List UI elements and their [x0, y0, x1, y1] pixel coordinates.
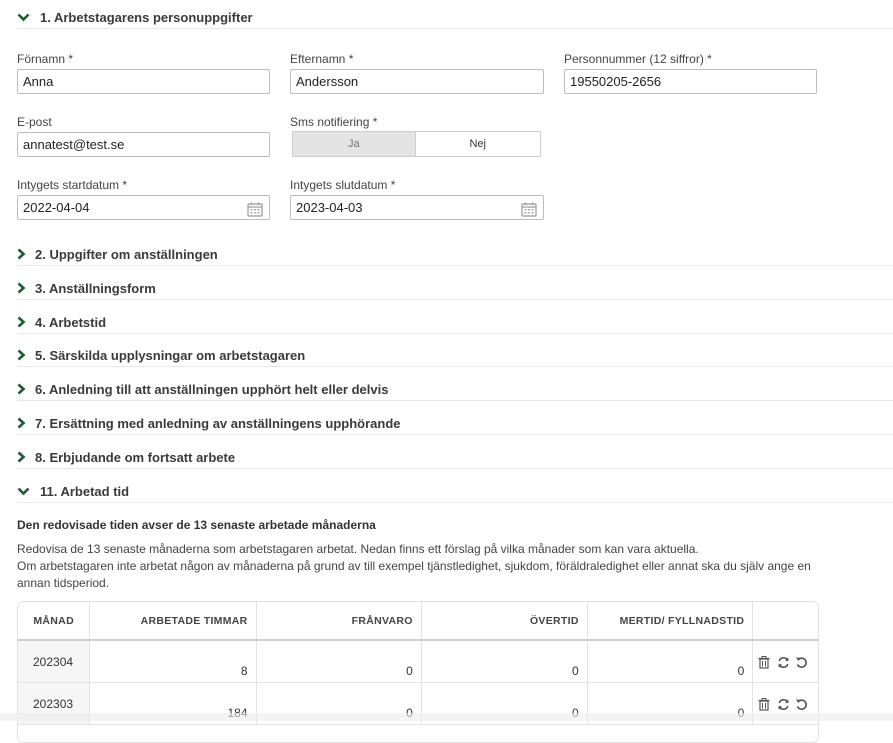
- chevron-right-icon: [17, 348, 35, 362]
- chevron-right-icon: [17, 247, 35, 261]
- personnummer-label: Personnummer (12 siffror) *: [564, 52, 712, 66]
- startdatum-value: 2022-04-04: [23, 200, 90, 215]
- sms-toggle: [292, 131, 541, 157]
- section-6-header[interactable]: [17, 378, 893, 401]
- slutdatum-label: Intygets slutdatum *: [290, 178, 396, 192]
- overtime-input[interactable]: 0: [421, 640, 587, 683]
- row-actions: [753, 640, 818, 683]
- section-11-header[interactable]: [17, 480, 893, 503]
- section-5-header[interactable]: [17, 344, 893, 367]
- section-5-title: 5. Särskilda upplysningar om arbetstagaren: [35, 347, 306, 363]
- section-6-title: 6. Anledning till att anställningen upphört helt eller delvis: [35, 381, 389, 397]
- hours-input[interactable]: 8: [90, 640, 256, 683]
- section-4-title: 4. Arbetstid: [35, 314, 107, 330]
- chevron-right-icon: [17, 450, 35, 464]
- refresh-icon[interactable]: [777, 656, 790, 669]
- undo-icon[interactable]: [795, 698, 808, 711]
- arbetad-tid-text-2: Om arbetstagaren inte arbetat någon av månaderna på grund av till exempel tjänstledighet, sjukdom, föräldraledighet eller annat ska du själv ange en annan tidsperiod.: [17, 559, 811, 590]
- section-2-title: 2. Uppgifter om anställningen: [35, 246, 218, 262]
- section-4-header[interactable]: [17, 311, 893, 334]
- section-1-header[interactable]: [17, 6, 893, 29]
- epost-field[interactable]: annatest@test.se: [17, 132, 270, 157]
- fornamn-label: Förnamn *: [17, 52, 74, 66]
- chevron-down-icon: [17, 484, 35, 498]
- chevron-right-icon: [17, 416, 35, 430]
- calendar-icon[interactable]: [521, 201, 537, 224]
- header-mertid: MERTID/ FYLLNADSTID: [587, 602, 753, 640]
- header-actions: [753, 602, 818, 640]
- trash-icon[interactable]: [758, 698, 771, 711]
- chevron-down-icon: [17, 10, 35, 24]
- efternamn-field[interactable]: Andersson: [290, 69, 544, 94]
- epost-label: E-post: [17, 115, 52, 129]
- header-arbetade-timmar: ARBETADE TIMMAR: [90, 602, 256, 640]
- mertid-input[interactable]: 0: [587, 640, 753, 683]
- slutdatum-field[interactable]: [290, 195, 544, 220]
- section-2-header[interactable]: [17, 243, 893, 266]
- absence-input[interactable]: 0: [256, 640, 421, 683]
- month-cell: 202303: [18, 683, 90, 725]
- bottom-fade: [0, 713, 893, 721]
- chevron-right-icon: [17, 315, 35, 329]
- sms-no-option[interactable]: Nej: [415, 132, 541, 156]
- table-row: [18, 640, 818, 683]
- section-8-title: 8. Erbjudande om fortsatt arbete: [35, 449, 236, 465]
- section-8-header[interactable]: [17, 446, 893, 469]
- sms-yes-option[interactable]: Ja: [293, 132, 415, 156]
- undo-icon[interactable]: [795, 656, 808, 669]
- header-franvaro: FRÅNVARO: [256, 602, 421, 640]
- section-3-title: 3. Anställningsform: [35, 280, 156, 296]
- arbetad-tid-table: [17, 601, 819, 743]
- startdatum-field[interactable]: [17, 195, 270, 220]
- trash-icon[interactable]: [758, 656, 771, 669]
- slutdatum-value: 2023-04-03: [296, 200, 363, 215]
- header-manad: MÅNAD: [18, 602, 90, 640]
- efternamn-label: Efternamn *: [290, 52, 354, 66]
- section-11-title: 11. Arbetad tid: [40, 483, 130, 499]
- table-header-row: [18, 602, 818, 640]
- personnummer-field[interactable]: 19550205-2656: [564, 69, 817, 94]
- sms-label: Sms notifiering *: [290, 115, 378, 129]
- calendar-icon[interactable]: [247, 201, 263, 224]
- section-7-title: 7. Ersättning med anledning av anställningens upphörande: [35, 415, 401, 431]
- arbetad-tid-text-1: Redovisa de 13 senaste månaderna som arbetstagaren arbetat. Nedan finns ett förslag på vilka månader som kan vara aktuella.: [17, 542, 699, 556]
- arbetad-tid-title: Den redovisade tiden avser de 13 senaste arbetade månaderna: [17, 518, 376, 532]
- section-7-header[interactable]: [17, 412, 893, 435]
- chevron-right-icon: [17, 281, 35, 295]
- chevron-right-icon: [17, 382, 35, 396]
- month-cell: 202304: [18, 640, 90, 683]
- refresh-icon[interactable]: [777, 698, 790, 711]
- section-1-title: 1. Arbetstagarens personuppgifter: [40, 9, 253, 25]
- section-3-header[interactable]: [17, 277, 893, 300]
- fornamn-field[interactable]: Anna: [17, 69, 270, 94]
- startdatum-label: Intygets startdatum *: [17, 178, 128, 192]
- header-overtid: ÖVERTID: [421, 602, 587, 640]
